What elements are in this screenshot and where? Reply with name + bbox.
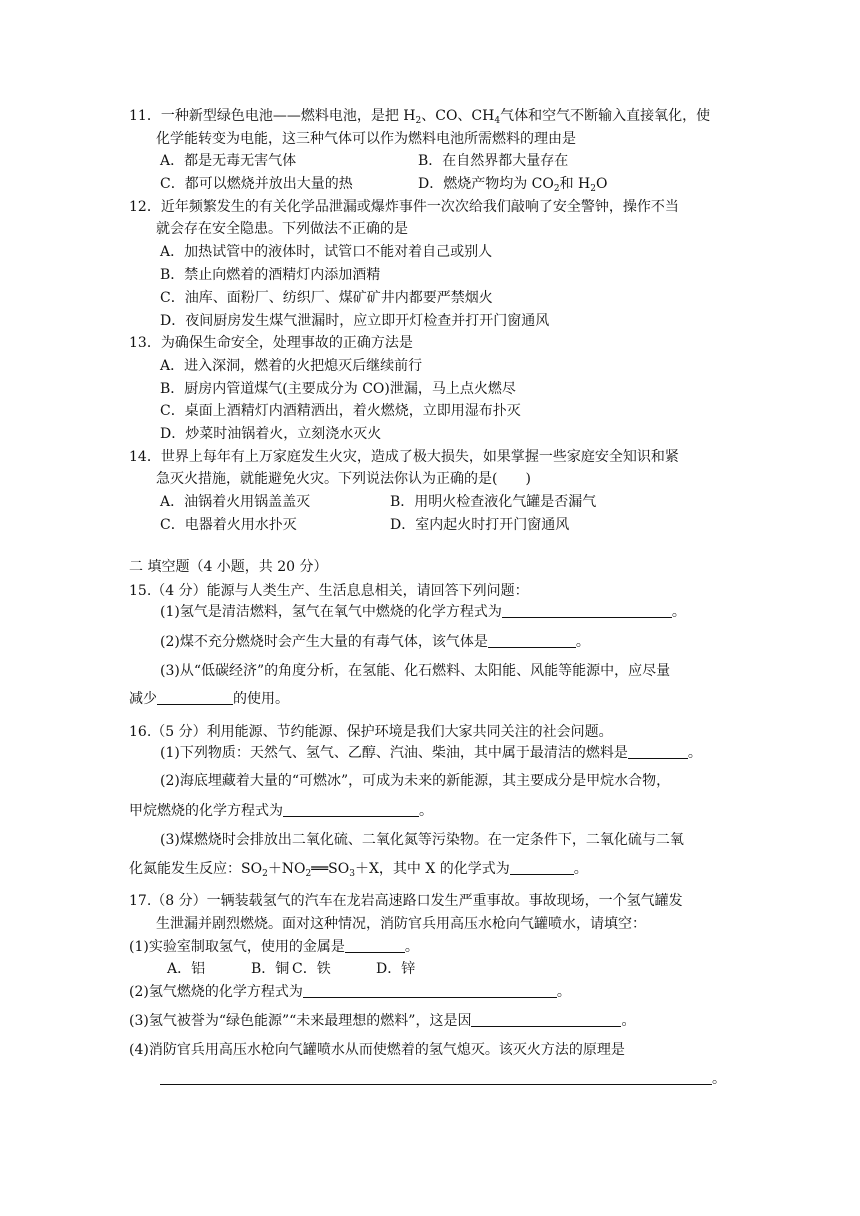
answer-blank[interactable] <box>157 690 233 705</box>
q17-part3: (3)氢气被誉为“绿色能源”“未来最理想的燃料”，这是因 。 <box>129 1013 636 1029</box>
q11-option-b: B．在自然界都大量存在 <box>418 153 569 169</box>
q15-part3-line1: (3)从“低碳经济”的角度分析，在氢能、化石燃料、太阳能、风能等能源中，应尽量 <box>160 663 671 679</box>
q11-option-d: D．燃烧产物均为 $CO_2$和 $H_2O$ <box>418 176 608 194</box>
q17-stem-line2: 生泄漏并剧烈燃烧。面对这种情况，消防官兵用高压水枪向气罐喷水，请填空： <box>156 916 646 932</box>
q17-part1: (1)实验室制取氢气，使用的金属是 。 <box>129 939 419 955</box>
answer-blank[interactable] <box>510 860 574 875</box>
q15-number: 15. <box>129 583 152 599</box>
q14-option-b: B．用明火检查液化气罐是否漏气 <box>390 494 597 510</box>
q16-part2-line1: (2)海底埋藏着大量的“可燃冰”，可成为未来的新能源，其主要成分是甲烷水合物， <box>160 773 671 789</box>
q11-option-c: C．都可以燃烧并放出大量的热 <box>160 176 353 192</box>
q16-part3-line1: (3)煤燃烧时会排放出二氧化硫、二氧化氮等污染物。在一定条件下，二氧化硫与二氧 <box>160 832 684 848</box>
answer-blank[interactable] <box>628 744 688 759</box>
q15-part2: (2)煤不充分燃烧时会产生大量的有毒气体，该气体是 。 <box>160 634 590 650</box>
answer-blank[interactable] <box>471 1012 621 1027</box>
q17-option-a: A．铝 <box>167 961 206 977</box>
q17-part4-answer: 。 <box>160 1069 726 1089</box>
q13-option-a: A．进入深洞，燃着的火把熄灭后继续前行 <box>160 358 423 374</box>
q15-stem: 15.（4 分）能源与人类生产、生活息息相关，请回答下列问题： <box>129 583 529 599</box>
q14-option-d: D．室内起火时打开门窗通风 <box>390 517 570 533</box>
answer-blank[interactable] <box>488 633 576 648</box>
q11-stem-line1: 11．一种新型绿色电池——燃料电池，是把 $H_2$、CO、$CH_4$气体和空气不断输入直接氧化，使 <box>129 108 711 126</box>
q12-number: 12． <box>129 199 161 215</box>
q14-option-a: A．油锅着火用锅盖盖灭 <box>160 494 311 510</box>
answer-blank[interactable] <box>303 983 557 998</box>
q17-stem-line1: 17.（8 分）一辆装载氢气的汽车在龙岩高速路口发生严重事故。事故现场，一个氢气罐发 <box>129 893 683 909</box>
q12-stem-line1: 12．近年频繁发生的有关化学品泄漏或爆炸事件一次次给我们敲响了安全警钟，操作不当 <box>129 199 679 215</box>
q11-stem-line2: 化学能转变为电能，这三种气体可以作为燃料电池所需燃料的理由是 <box>156 131 576 147</box>
q16-part1: (1)下列物质：天然气、氢气、乙醇、汽油、柴油，其中属于最清洁的燃料是 。 <box>160 745 702 761</box>
q12-stem-line2: 就会存在安全隐患。下列做法不正确的是 <box>156 221 408 237</box>
q11-number: 11． <box>129 108 161 124</box>
q16-number: 16. <box>129 724 152 740</box>
q15-part3-line2: 减少 的使用。 <box>129 691 289 707</box>
q16-stem: 16.（5 分）利用能源、节约能源、保护环境是我们大家共同关注的社会问题。 <box>129 724 613 740</box>
section2-heading: 二 填空题（4 小题，共 20 分） <box>129 559 328 575</box>
q14-stem-line2: 急灭火措施，就能避免火灾。下列说法你认为正确的是( ) <box>156 471 531 487</box>
q14-option-c: C．电器着火用水扑灭 <box>160 517 297 533</box>
q12-option-a: A．加热试管中的液体时，试管口不能对着自己或别人 <box>160 244 493 260</box>
q14-number: 14． <box>129 449 161 465</box>
q12-option-d: D．夜间厨房发生煤气泄漏时，应立即开灯检查并打开门窗通风 <box>160 313 550 329</box>
answer-blank[interactable] <box>502 603 672 618</box>
answer-blank[interactable] <box>160 1070 712 1085</box>
q17-option-d: D．锌 <box>376 961 416 977</box>
q17-part4: (4)消防官兵用高压水枪向气罐喷水从而使燃着的氢气熄灭。该灭火方法的原理是 <box>129 1042 625 1058</box>
q11-option-a: A．都是无毒无害气体 <box>160 153 297 169</box>
q15-part1: (1)氢气是清洁燃料，氢气在氧气中燃烧的化学方程式为 。 <box>160 604 686 620</box>
q17-number: 17. <box>129 893 152 909</box>
q17-option-c: C．铁 <box>292 961 331 977</box>
q17-option-b: B．铜 <box>251 961 290 977</box>
q13-option-b: B．厨房内管道煤气(主要成分为 CO)泄漏，马上点火燃尽 <box>160 381 516 397</box>
q14-stem-line1: 14．世界上每年有上万家庭发生火灾，造成了极大损失，如果掌握一些家庭安全知识和紧 <box>129 449 679 465</box>
q16-part2-line2: 甲烷燃烧的化学方程式为 。 <box>129 803 433 819</box>
q13-stem: 13．为确保生命安全，处理事故的正确方法是 <box>129 335 413 351</box>
answer-blank[interactable] <box>345 938 405 953</box>
answer-blank[interactable] <box>283 802 419 817</box>
q13-number: 13． <box>129 335 161 351</box>
q16-part3-line2: 化氮能发生反应：$SO_2+NO_2══SO_3+X$，其中 X 的化学式为 。 <box>129 861 588 879</box>
q13-option-c: C．桌面上酒精灯内酒精洒出，着火燃烧，立即用湿布扑灭 <box>160 403 521 419</box>
q13-option-d: D．炒菜时油锅着火，立刻浇水灭火 <box>160 426 382 442</box>
q12-option-c: C．油库、面粉厂、纺织厂、煤矿矿井内都要严禁烟火 <box>160 290 493 306</box>
q17-part2: (2)氢气燃烧的化学方程式为 。 <box>129 984 571 1000</box>
q12-option-b: B．禁止向燃着的酒精灯内添加酒精 <box>160 267 381 283</box>
